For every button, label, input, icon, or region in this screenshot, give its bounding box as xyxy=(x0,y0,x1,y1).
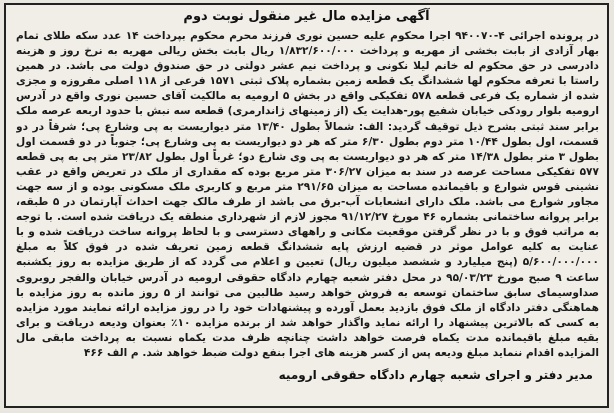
newspaper-clipping xyxy=(4,3,609,408)
notice-title: آگهی مزایده مال غیر منقول نوبت دوم xyxy=(183,9,430,24)
notice-signature: مدیر دفتر و اجرای شعبه چهارم دادگاه حقوقی ارومیه xyxy=(278,368,593,382)
notice-body xyxy=(16,29,599,362)
notice-paragraph: در پرونده اجرائی ۴-۹۴۰۰۷۰ اجرا محکوم علیه حسین نوری فرزند محرم محکوم بپرداخت ۱۴ عدد سکه طلای تمام بهار آزادی از بابت بخشی از مهریه و پرداخت ۱/۸۳۲/۶۰۰/۰۰۰ ریال بابت بخش ریالی مهریه به نرخ روز و هزینه دادرسی در حق محکوم له خانم لیلا نکونی و پرداخت نیم عشر دولتی در حق صندوق دولت می باشد. در همین راستا با تعرفه محکوم لها ششدانگ یک قطعه زمین بشماره پلاک ثبتی ۱۵۷۱ فرعی از ۱۱۸ اصلی مفروزه و مجزی شده از شماره یک فرعی قطعه ۵۷۸ تفکیکی واقع در بخش ۵ ارومیه به مالکیت آقای حسین نوری واقع در آدرس ارومیه بلوار رودکی خیابان شفیع پور-هدایت یک (از زمینهای ژاندارمری) قطعه سه نبش با حدود اربعه عرصه ملک برابر سند ثبتی بشرح ذیل توقیف گردید: الف: شمالاً بطول ۱۳/۴۰ متر دیواریست به پی وشارع پی؛ شرقاً در دو قسمت، اول بطول ۱۰/۴۴ متر دوم بطول ۶/۳۰ متر که هر دو دیواریست به پی وشارع پی؛ جنوباً در دو قسمت اول بطول ۳ متر بطول ۱۴/۳۸ متر که هر دو دیواریست به پی وی شارع دو؛ غرباً اول بطول ۲۳/۸۲ متر پی به پی قطعه ۵۷۷ تفکیکی مساحت عرصه در سند به میزان ۳۰۶/۲۷ متر مربع بوده که مقداری از ملک در تعریض واقع در عقب نشینی قوس شوارع و باقیمانده مساحت به میزان ۲۹۱/۶۵ متر مربع و کاربری ملک مسکونی بوده و از سه جهت مجاور شوارع می باشد. ملک دارای انشعابات آب-برق می باشد از طرف مالک جهت احداث آپارتمان در ۵ طبقه، برابر پروانه ساختمانی بشماره ۴۶ مورخ ۹۱/۱۲/۲۷ مجوز لازم از شهرداری منطقه یک دریافت شده است. با توجه به مراتب فوق و با در نظر گرفتن موقعیت مکانی و راههای دسترسی و با لحاظ پروانه ساخت دریافت شده و با عنایت به کلیه عوامل موثر در قضیه ارزش پایه ششدانگ قطعه زمین تعریف شده در فوق کلاً به مبلغ ۵/۶۰۰/۰۰۰/۰۰۰ (پنج میلیارد و ششصد میلیون ریال) تعیین و اعلام می گردد که از طریق مزایده به روز یکشنبه ساعت ۹ صبح مورخ ۹۵/۰۳/۲۳ در محل دفتر شعبه چهارم دادگاه حقوقی ارومیه در آدرس خیابان والفجر روبروی صداوسیمای سابق ساختمان توسعه به فروش خواهد رسید طالبین می توانند از ۵ روز مانده به روز مزایده با هماهنگی دفتر دادگاه از ملک فوق بازدید بعمل آورده و پیشنهادات خود را در روز مزایده ارائه نمایند مورد مزایده به کسی که بالاترین پیشنهاد را ارائه نماید واگذار خواهد شد از برنده مزایده ۱۰٪ بعنوان ودیعه دریافت و برای بقیه مبلغ باقیمانده مدت یکماه فرصت خواهد داشت چنانچه ظرف مدت یکماه نسبت به پرداخت مابقی مال المزایده اقدام ننماید مبلغ ودیعه پس از کسر هزینه های اجرا بنفع دولت ضبط خواهد شد. م الف ۴۶۶ xyxy=(16,30,599,359)
